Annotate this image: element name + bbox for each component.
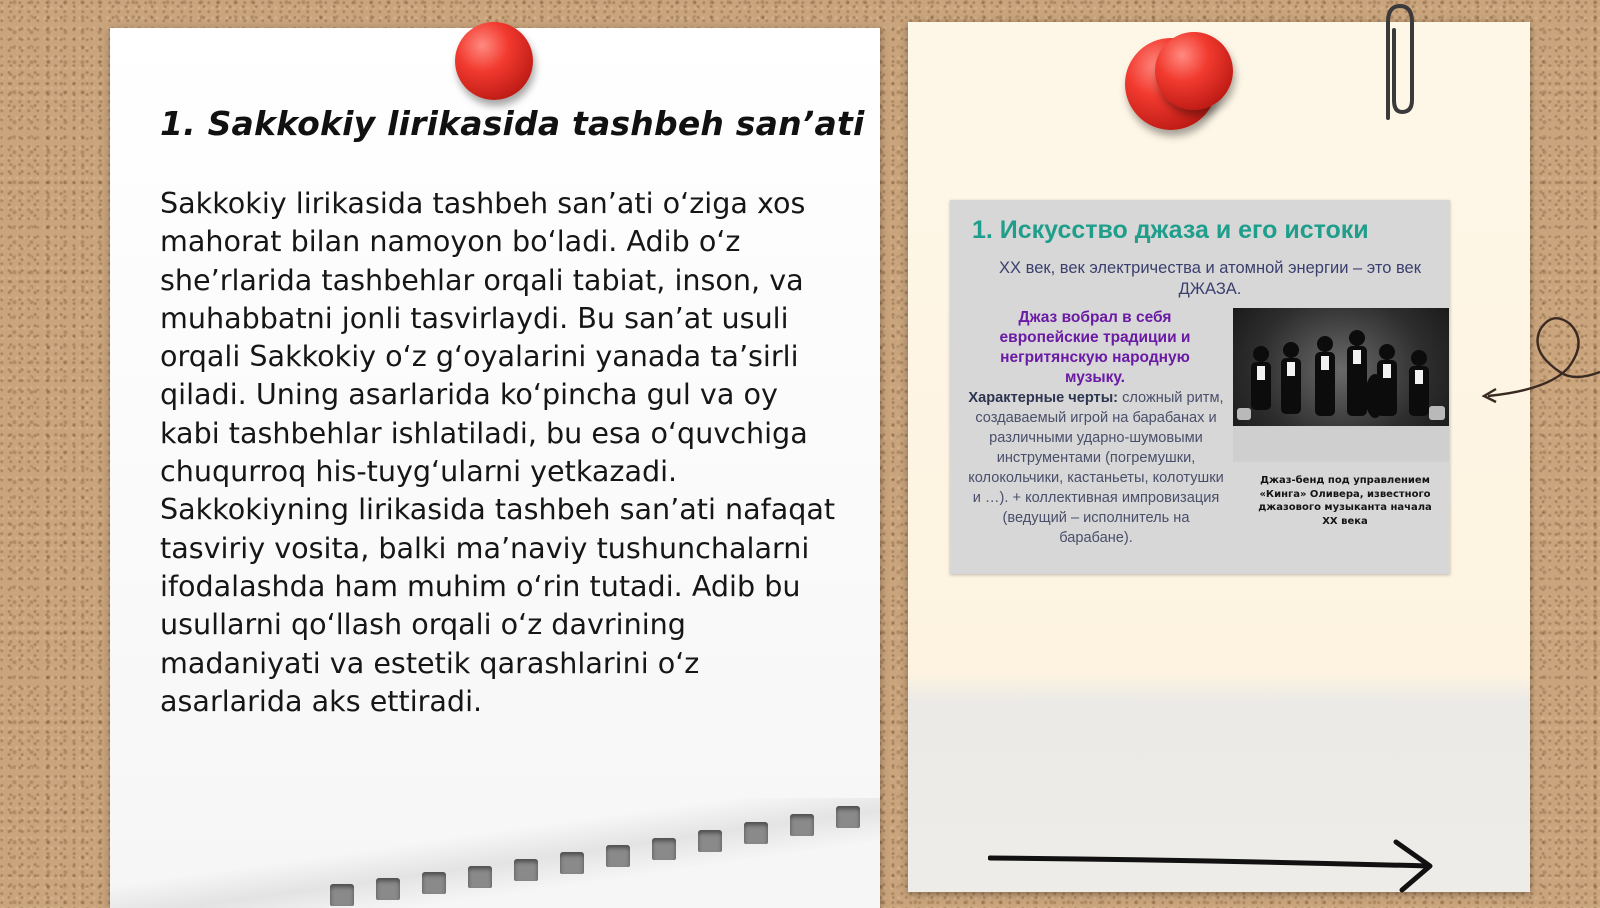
traits-body: сложный ритм, создаваемый игрой на барабанах и различными ударно-шумовыми инструментами (погремушки, колокольчики, кастаньеты, колотушки и …). + коллективная импровизация (ведущий – исполнитель на барабане). — [968, 390, 1224, 546]
slide-subtitle: XX век, век электричества и атомной энергии – это век ДЖАЗА. — [999, 259, 1421, 298]
punch-hole — [514, 859, 538, 881]
jazz-band-silhouettes — [1233, 308, 1449, 462]
slide-image — [950, 200, 1450, 574]
punch-hole — [560, 852, 584, 874]
slide-highlight-text: Джаз вобрал в себя европейские традиции и негритянскую народную музыку. — [999, 309, 1191, 386]
punch-hole — [652, 838, 676, 860]
slide-title: 1. Искусство джаза и его истоки — [972, 216, 1369, 244]
jazz-band-photo — [1233, 308, 1449, 462]
punch-hole — [606, 845, 630, 867]
push-pin-icon — [455, 22, 533, 100]
curled-string-icon — [1478, 312, 1600, 412]
punch-hole — [422, 872, 446, 894]
note-title: 1. Sakkokiy lirikasida tashbeh san’ati — [160, 104, 865, 143]
push-pin-icon — [1155, 32, 1233, 110]
photo-caption: Джаз-бенд под управлением «Кинга» Оливера, известного джазового музыканта начала XX века — [1258, 475, 1432, 527]
punch-hole — [698, 830, 722, 852]
traits-label: Характерные черты: — [968, 390, 1119, 406]
punch-hole — [376, 878, 400, 900]
punch-hole — [836, 806, 860, 828]
slide-traits-text — [964, 388, 1228, 548]
paper-tear-edge — [110, 798, 880, 908]
note-body-text: Sakkokiy lirikasida tashbeh san’ati o‘ziga xos mahorat bilan namoyon bo‘ladi. Adib o‘z she’rlarida tashbehlar orqali tabiat, inson, va muhabbatni jonli tasvirlaydi. Bu san’at usuli orqali Sakkokiy o‘z g‘oyalarini yanada ta’sirli qiladi. Uning asarlarida ko‘pincha gul va oy kabi tashbehlar ishlatiladi, bu esa o‘quvchiga chuqurroq his-tuyg‘ularni yetkazadi. Sakkokiyning lirikasida tashbeh san’ati nafaqat tasviriy vosita, balki ma’naviy tushunchalarni ifodalashda ham muhim o‘rin tutadi. Adib bu usullarni qo‘llash orqali o‘z davrining madaniyati va estetik qarashlarini o‘z asarlarida aks ettiradi. — [160, 186, 836, 718]
punch-hole — [744, 822, 768, 844]
arrow-right-icon — [988, 838, 1448, 894]
punch-hole — [790, 814, 814, 836]
punch-hole — [330, 884, 354, 906]
punch-hole — [468, 866, 492, 888]
paperclip-icon — [1376, 0, 1420, 126]
